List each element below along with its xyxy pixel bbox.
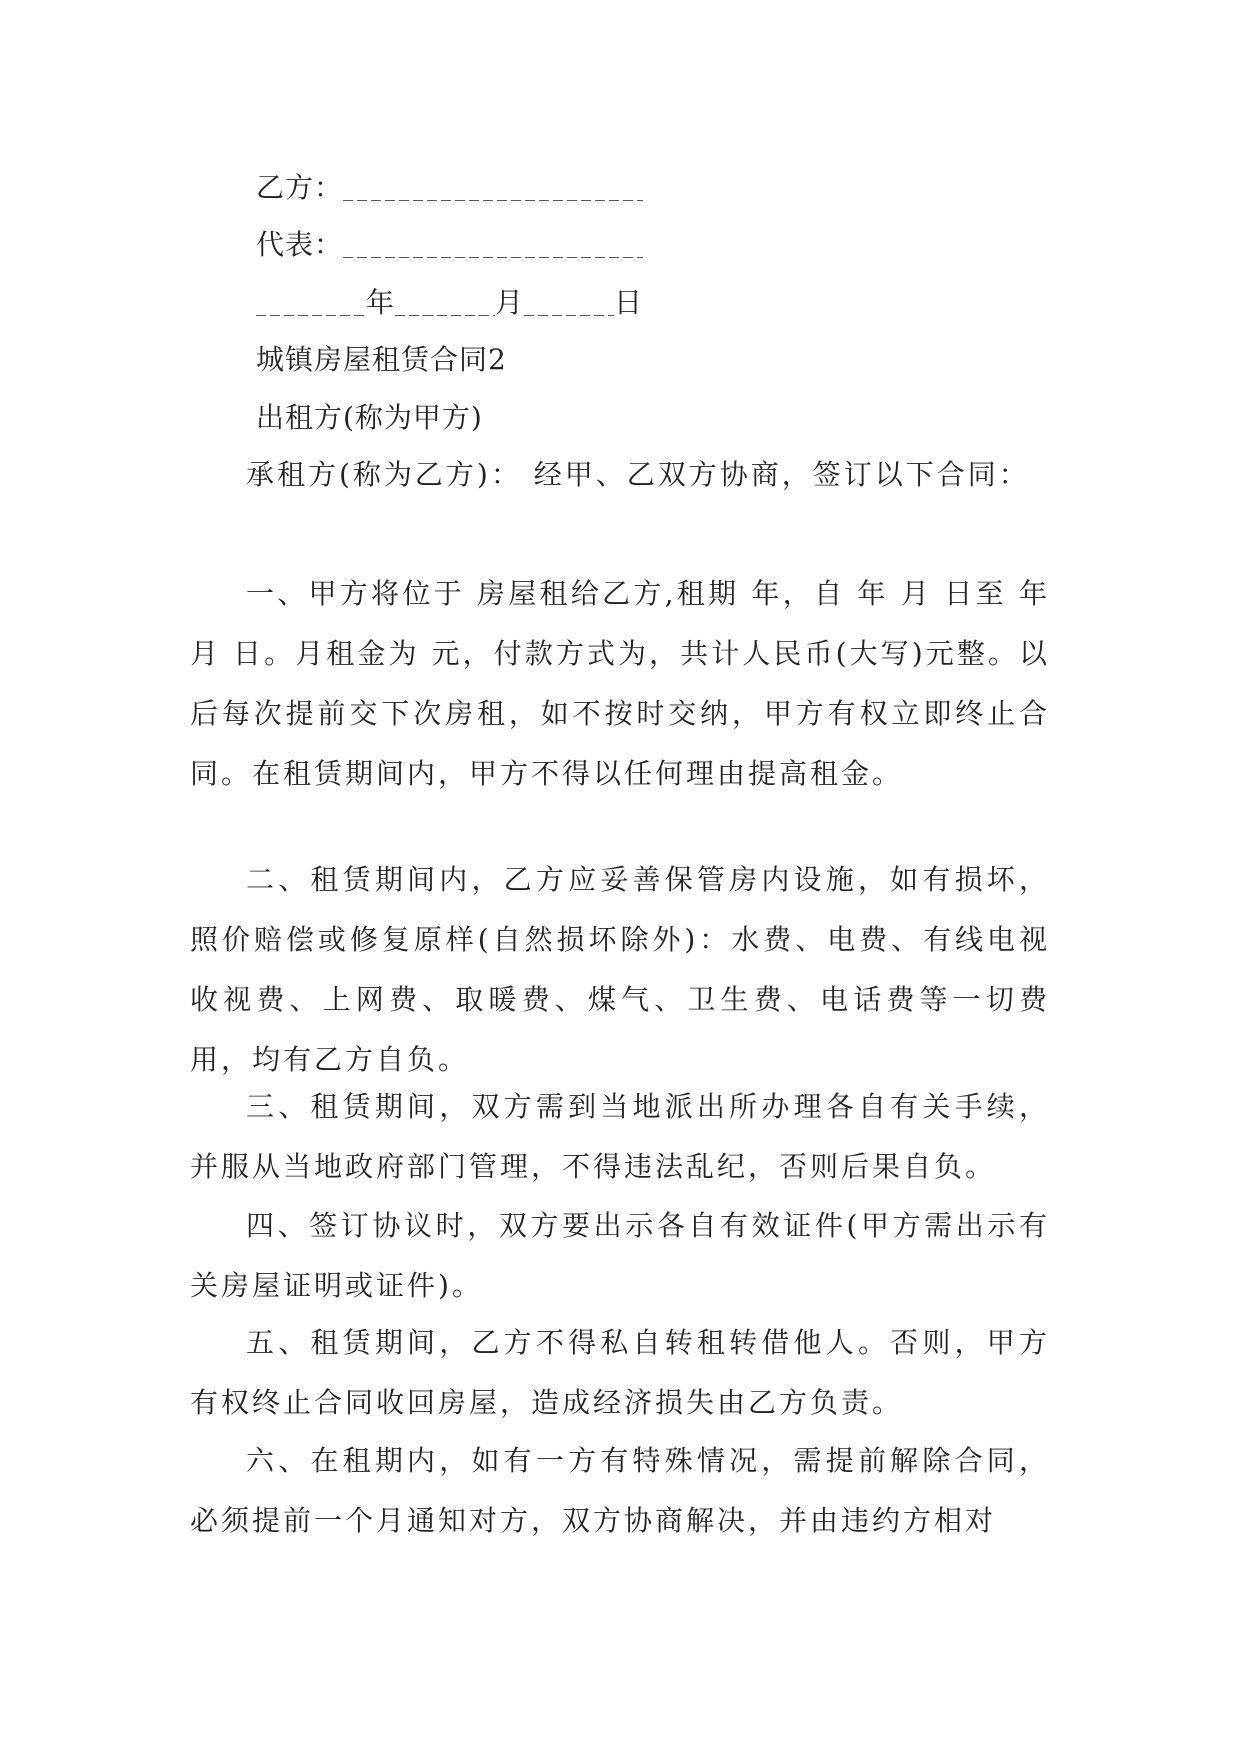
- clause-4: 四、签订协议时，双方要出示各自有效证件(甲方需出示有关房屋证明或证件)。: [190, 1209, 1050, 1302]
- date-line: [256, 283, 643, 323]
- year-blank: [256, 283, 366, 323]
- party-b-signature-line: [256, 168, 643, 208]
- party-b-label: 乙方：: [256, 171, 344, 204]
- month-blank: [395, 283, 495, 323]
- clause-3: 三、租赁期间，双方需到当地派出所办理各自有关手续，并服从当地政府部门管理，不得违法乱纪，否则后果自负。: [190, 1090, 1050, 1183]
- year-label: 年: [366, 286, 396, 319]
- clause-1: 一、甲方将位于 房屋租给乙方,租期 年，自 年 月 日至 年 月 日。月租金为 元，付款方式为，共计人民币(大写)元整。以后每次提前交下次房租，如不按时交纳，甲方有权立即终止合同。在租赁期间内，甲方不得以任何理由提高租金。: [190, 577, 1050, 790]
- day-label: 日: [614, 286, 644, 319]
- party-b-blank: [343, 168, 643, 208]
- lessor-line: 出租方(称为甲方): [256, 401, 483, 434]
- clause-5: 五、租赁期间，乙方不得私自转租转借他人。否则，甲方有权终止合同收回房屋，造成经济损失由乙方负责。: [190, 1326, 1050, 1419]
- lessee-intro-paragraph: 承租方(称为乙方)： 经甲、乙双方协商，签订以下合同：: [246, 458, 1030, 491]
- representative-blank: [343, 225, 643, 265]
- day-blank: [524, 283, 614, 323]
- clause-6: 六、在租期内，如有一方有特殊情况，需提前解除合同，必须提前一个月通知对方，双方协商解决，并由违约方相对: [190, 1444, 1050, 1537]
- contract-title: 城镇房屋租赁合同2: [256, 343, 507, 376]
- representative-signature-line: [256, 225, 643, 265]
- month-label: 月: [495, 286, 525, 319]
- clause-2: 二、租赁期间内，乙方应妥善保管房内设施，如有损坏，照价赔偿或修复原样(自然损坏除外)：水费、电费、有线电视收视费、上网费、取暖费、煤气、卫生费、电话费等一切费用，均有乙方自负。: [190, 863, 1050, 1076]
- representative-label: 代表：: [256, 228, 344, 261]
